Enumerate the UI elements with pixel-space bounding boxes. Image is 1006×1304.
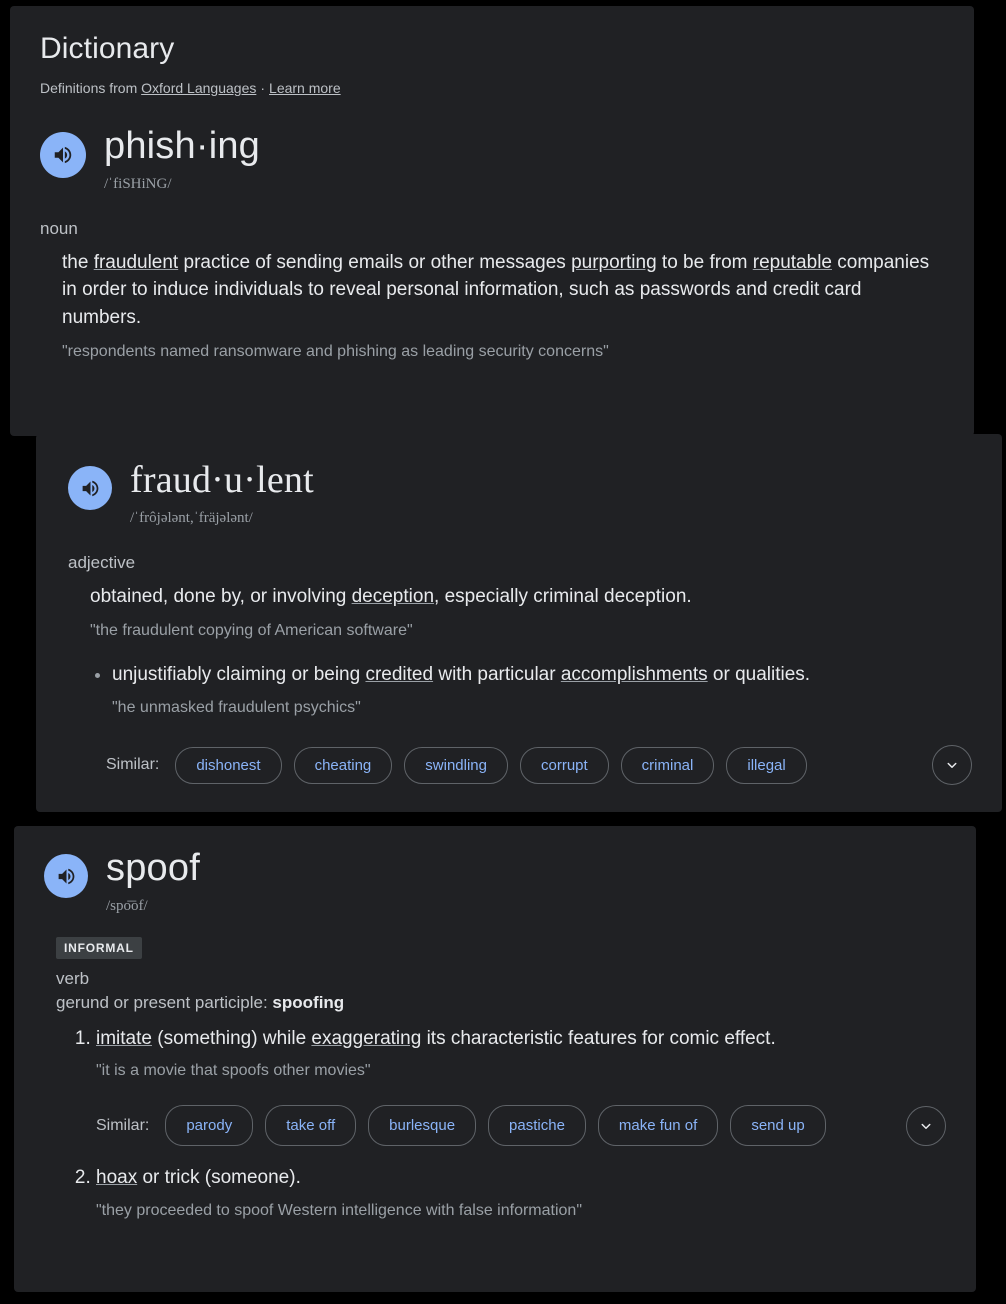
phonetic: /spo͞of/ [106, 897, 148, 914]
sub-sense-link-credited[interactable]: credited [365, 663, 434, 685]
similar-chip-corrupt[interactable]: corrupt [520, 747, 609, 784]
phonetic: /ˈfrôjələnt,ˈfräjələnt/ [130, 509, 253, 526]
headword: phish·ing [104, 125, 261, 167]
similar-words-row [106, 745, 972, 785]
speaker-icon[interactable] [68, 466, 112, 510]
dictionary-card-fraudulent [36, 434, 1002, 812]
sub-sense-example: "he unmasked fraudulent psychics" [112, 699, 361, 717]
word-block-fraudulent [130, 460, 314, 527]
similar-chip-burlesque[interactable]: burlesque [368, 1105, 476, 1147]
similar-chip-pastiche[interactable]: pastiche [488, 1105, 586, 1147]
sub-sense-part-2: with particular [433, 663, 561, 685]
definition-part-3: to be from [656, 251, 753, 273]
definition-link-reputable[interactable]: reputable [752, 251, 832, 273]
definition-link-purporting[interactable]: purporting [571, 251, 657, 273]
dictionary-card-spoof [14, 826, 976, 1292]
source-separator: · [260, 80, 266, 96]
sense-example: "it is a movie that spoofs other movies" [96, 1062, 371, 1080]
similar-chip-swindling[interactable]: swindling [404, 747, 508, 784]
definition-example: "the fraudulent copying of American software" [90, 622, 413, 640]
definition-part-1: the [62, 251, 94, 273]
headword-row-fraudulent [68, 460, 972, 527]
definition-part-2: practice of sending emails or other messages [178, 251, 572, 273]
word-block-spoof [106, 848, 200, 915]
similar-chip-criminal[interactable]: criminal [621, 747, 715, 784]
speaker-icon[interactable] [40, 132, 86, 178]
learn-more-link[interactable]: Learn more [269, 80, 341, 96]
inflection-value: spoofing [272, 992, 345, 1012]
sense-part-1: (something) while [151, 1027, 312, 1049]
similar-words-row [96, 1105, 946, 1147]
sub-sense-link-accomplishments[interactable]: accomplishments [560, 663, 708, 685]
sense-list [44, 1025, 946, 1223]
page-title: Dictionary [40, 32, 175, 65]
sense-example: "they proceeded to spoof Western intelligence with false information" [96, 1202, 582, 1220]
definition-link-fraudulent[interactable]: fraudulent [93, 251, 179, 273]
dictionary-source [40, 80, 944, 96]
chevron-down-icon[interactable] [906, 1106, 946, 1146]
headword: fraud·u·lent [130, 459, 314, 501]
similar-chip-parody[interactable]: parody [165, 1105, 253, 1147]
list-item [96, 1025, 946, 1161]
part-of-speech: noun [40, 218, 78, 238]
similar-chip-make-fun-of[interactable]: make fun of [598, 1105, 718, 1147]
source-prefix: Definitions from [40, 80, 138, 96]
similar-chip-take-off[interactable]: take off [265, 1105, 356, 1147]
sense-part-1: or trick (someone). [137, 1167, 301, 1189]
oxford-languages-link[interactable]: Oxford Languages [141, 80, 257, 96]
definition-link-deception[interactable]: deception [351, 585, 435, 607]
headword: spoof [106, 847, 200, 889]
headword-row-phishing [40, 126, 944, 193]
inflection-label: gerund or present participle: [56, 992, 268, 1012]
similar-chip-dishonest[interactable]: dishonest [175, 747, 281, 784]
similar-chip-cheating[interactable]: cheating [294, 747, 393, 784]
definition-part-1: obtained, done by, or involving [90, 585, 352, 607]
sub-sense-list [68, 661, 972, 720]
sense-part-2: its characteristic features for comic effect. [421, 1027, 776, 1049]
speaker-icon[interactable] [44, 854, 88, 898]
similar-label: Similar: [106, 756, 160, 774]
definition-text [90, 583, 972, 611]
definition-part-2: , especially criminal deception. [434, 585, 692, 607]
inflection-line [56, 993, 946, 1013]
dictionary-card-phishing [10, 6, 974, 436]
sense-link-imitate[interactable]: imitate [96, 1027, 152, 1049]
part-of-speech: adjective [68, 552, 136, 572]
part-of-speech: verb [56, 968, 90, 988]
list-item [96, 1164, 946, 1222]
register-tag: INFORMAL [56, 937, 142, 959]
similar-chip-illegal[interactable]: illegal [726, 747, 806, 784]
sub-sense-part-3: or qualities. [707, 663, 811, 685]
list-item [112, 661, 972, 720]
headword-row-spoof [44, 848, 946, 915]
definition-part-4: companies in order to induce individuals to reveal personal information, such as passwords and credit card numbers. [62, 251, 930, 328]
similar-chip-send-up[interactable]: send up [730, 1105, 825, 1147]
phonetic: /ˈfiSHiNG/ [104, 175, 172, 192]
chevron-down-icon[interactable] [932, 745, 972, 785]
sense-link-hoax[interactable]: hoax [96, 1167, 138, 1189]
sub-sense-part-1: unjustifiably claiming or being [112, 663, 366, 685]
sense-link-exaggerating[interactable]: exaggerating [311, 1027, 422, 1049]
definition-example: "respondents named ransomware and phishing as leading security concerns" [62, 343, 609, 361]
word-block-phishing [104, 126, 260, 193]
similar-label: Similar: [96, 1117, 150, 1135]
definition-text [62, 249, 944, 332]
